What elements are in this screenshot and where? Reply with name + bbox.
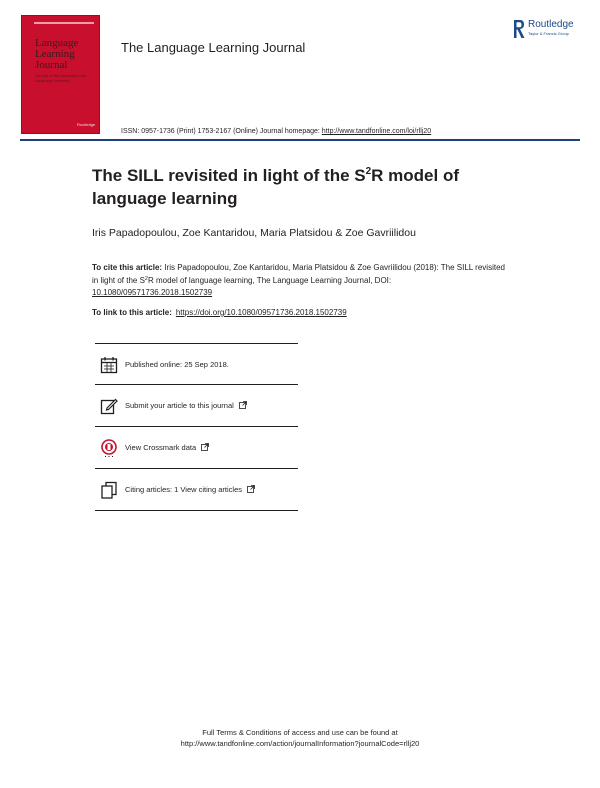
submit-article-link[interactable] xyxy=(125,401,247,410)
article-link-label: To link to this article: xyxy=(92,308,172,317)
crossmark-row[interactable] xyxy=(95,427,298,469)
citation-text-end: R model of language learning, The Language Learning Journal, DOI: xyxy=(147,275,392,285)
header-divider xyxy=(20,139,580,141)
citation-superscript: 2 xyxy=(144,275,148,282)
journal-cover-image xyxy=(21,15,100,134)
published-row xyxy=(95,343,298,385)
calendar-icon xyxy=(100,356,118,374)
publisher-tagline: Taylor & Francis Group xyxy=(528,31,569,36)
edit-icon xyxy=(100,397,118,415)
issn-line xyxy=(121,128,431,135)
publisher-name: Routledge xyxy=(528,19,574,30)
routledge-r-icon xyxy=(512,19,526,39)
citation-block xyxy=(92,262,512,300)
article-title xyxy=(92,164,512,210)
article-authors: Iris Papadopoulou, Zoe Kantaridou, Maria Platsidou & Zoe Gavriilidou xyxy=(92,227,416,239)
footer xyxy=(0,727,600,749)
citation-doi-link[interactable]: 10.1080/09571736.2018.1502739 xyxy=(92,288,213,297)
submit-row[interactable] xyxy=(95,385,298,427)
footer-terms-text: Full Terms & Conditions of access and use can be found at xyxy=(202,728,398,737)
crossmark-link[interactable] xyxy=(125,443,209,452)
footer-terms-link[interactable]: http://www.tandfonline.com/action/journalInformation?journalCode=rllj20 xyxy=(180,739,420,748)
journal-name: The Language Learning Journal xyxy=(121,40,306,55)
cover-publisher: Routledge xyxy=(77,122,96,127)
cover-decoration xyxy=(34,22,94,24)
article-info-box xyxy=(95,343,298,511)
citation-label: To cite this article: xyxy=(92,263,163,272)
article-title-superscript: 2 xyxy=(365,166,372,177)
crossmark-icon xyxy=(100,439,118,457)
external-link-icon xyxy=(201,443,209,451)
citing-articles-icon xyxy=(100,481,118,499)
cover-subtitle: Journal of the Association for Language Learning xyxy=(35,73,87,83)
citing-articles-link[interactable] xyxy=(125,485,255,494)
cover-title: Language Learning Journal xyxy=(35,37,79,71)
journal-homepage-link[interactable]: http://www.tandfonline.com/loi/rllj20 xyxy=(321,128,432,135)
citation-text-start: Iris Papadopoulou, Zoe Kantaridou, Maria Platsidou & Zoe Gavriilidou (2018): The SILL revisited in light of the S xyxy=(92,263,505,285)
submit-article-label: Submit your article to this journal xyxy=(125,401,234,410)
citing-articles-label: Citing articles: 1 View citing articles xyxy=(125,485,242,494)
issn-text: ISSN: 0957-1736 (Print) 1753-2167 (Online) Journal homepage: xyxy=(121,128,320,135)
citing-row[interactable] xyxy=(95,469,298,511)
article-doi-link[interactable]: https://doi.org/10.1080/09571736.2018.1502739 xyxy=(175,308,347,317)
external-link-icon xyxy=(239,401,247,409)
article-title-start: The SILL revisited in light of the S xyxy=(92,166,366,185)
article-link-line xyxy=(92,308,347,317)
crossmark-label: View Crossmark data xyxy=(125,443,197,452)
article-title-end: R model of language learning xyxy=(92,166,460,208)
external-link-icon xyxy=(247,485,255,493)
published-date: Published online: 25 Sep 2018. xyxy=(125,360,229,369)
